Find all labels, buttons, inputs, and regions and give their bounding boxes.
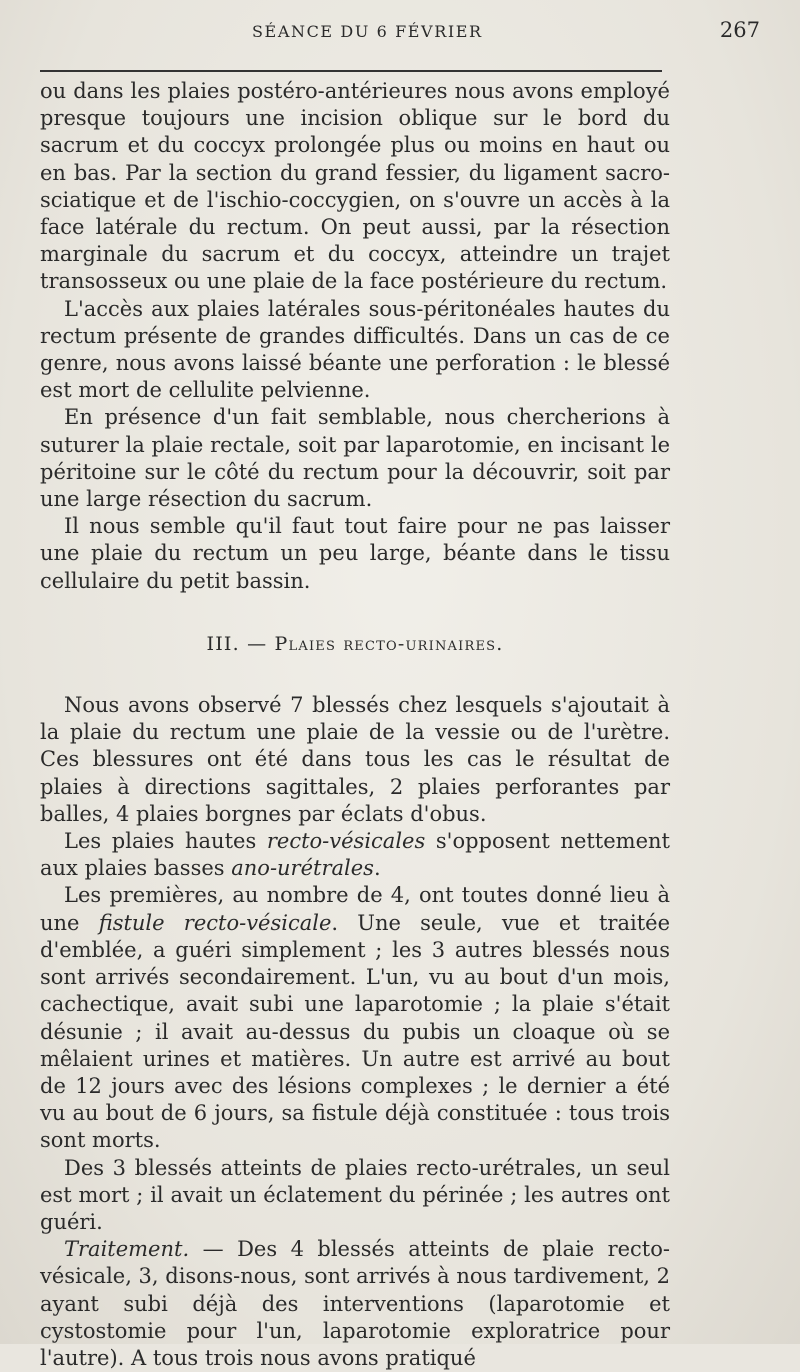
section-dash: — bbox=[247, 632, 268, 655]
page-body bbox=[40, 78, 670, 1372]
italic-term: fistule recto-vésicale bbox=[98, 910, 332, 935]
paragraph-conclusion: Il nous semble qu'il faut tout faire pour ne pas laisser une plaie du rectum un peu large, béante dans le tissu cellulaire du petit bassin. bbox=[40, 514, 670, 593]
paragraph-suture: En présence d'un fait semblable, nous chercherions à suturer la plaie rectale, soit par laparotomie, en incisant le péritoine sur le côté du rectum pour la découvrir, soit par une large résection du sacrum. bbox=[40, 405, 670, 512]
text-run: . Une seule, vue et traitée d'emblée, a guéri simplement ; les 3 autres blessés nous sont arrivés secondairement. L'un, vu au bout d'un mois, cachectique, avait subi une laparotomie ; la plaie s'était désunie ; il avait au-dessus du pubis un cloaque où se mêlaient urines et matières. Un autre est arrivé au bout de 12 jours avec des lésions complexes ; le dernier a été vu au bout de 6 jours, sa fistule déjà constituée : tous trois sont morts. bbox=[40, 910, 670, 1153]
paragraph-treatment bbox=[40, 1236, 670, 1372]
text-run: s'opposent nettement aux plaies basses bbox=[40, 829, 670, 881]
paragraph-urethral: Des 3 blessés atteints de plaies recto-urétrales, un seul est mort ; il avait un éclatement du périnée ; les autres ont guéri. bbox=[40, 1155, 670, 1234]
text-run: Les plaies hautes bbox=[64, 829, 267, 854]
section-heading bbox=[40, 631, 670, 658]
paragraph-continuation: ou dans les plaies postéro-antérieures nous avons employé presque toujours une incision oblique sur le bord du sacrum et du coccyx prolongée plus ou moins en haut ou en bas. Par la section du grand fessier, du ligament sacro-sciatique et de l'ischio-coccygien, on s'ouvre un accès à la face latérale du rectum. On peut aussi, par la résection marginale du sacrum et du coccyx, atteindre un trajet transosseux ou une plaie de la face postérieure du rectum. bbox=[40, 79, 670, 294]
text-run: — Des 4 blessés atteints de plaie recto-vésicale, 3, disons-nous, sont arrivés à nous tardivement, 2 ayant subi déjà des interventions (laparotomie et cystostomie pour l'un, laparotomie exploratrice pour l'autre). A tous trois nous avons pratiqué bbox=[40, 1237, 670, 1370]
paragraph-high-low bbox=[40, 828, 670, 882]
page-header bbox=[40, 14, 760, 48]
section-number: III. bbox=[206, 632, 240, 655]
page-number: 267 bbox=[719, 18, 760, 42]
running-head: SÉANCE DU 6 FÉVRIER bbox=[252, 22, 483, 41]
italic-term: ano-urétrales bbox=[231, 856, 374, 881]
italic-term: recto-vésicales bbox=[266, 829, 426, 854]
italic-term: Traitement. bbox=[64, 1237, 190, 1262]
text-run: Les premières, au nombre de 4, ont toutes donné lieu à une bbox=[40, 883, 670, 935]
header-rule bbox=[40, 70, 662, 72]
paragraph-first-cases bbox=[40, 882, 670, 1154]
text-run: . bbox=[373, 856, 381, 881]
paragraph-lateral-wounds: L'accès aux plaies latérales sous-péritonéales hautes du rectum présente de grandes difficultés. Dans un cas de ce genre, nous avons laissé béante une perforation : le blessé est mort de cellulite pelvienne. bbox=[40, 296, 670, 403]
paragraph-observed: Nous avons observé 7 blessés chez lesquels s'ajoutait à la plaie du rectum une plaie de la vessie ou de l'urètre. Ces blessures ont été dans tous les cas le résultat de plaies à directions sagittales, 2 plaies perforantes par balles, 4 plaies borgnes par éclats d'obus. bbox=[40, 693, 670, 826]
section-title-text: Plaies recto-urinaires. bbox=[274, 632, 504, 655]
